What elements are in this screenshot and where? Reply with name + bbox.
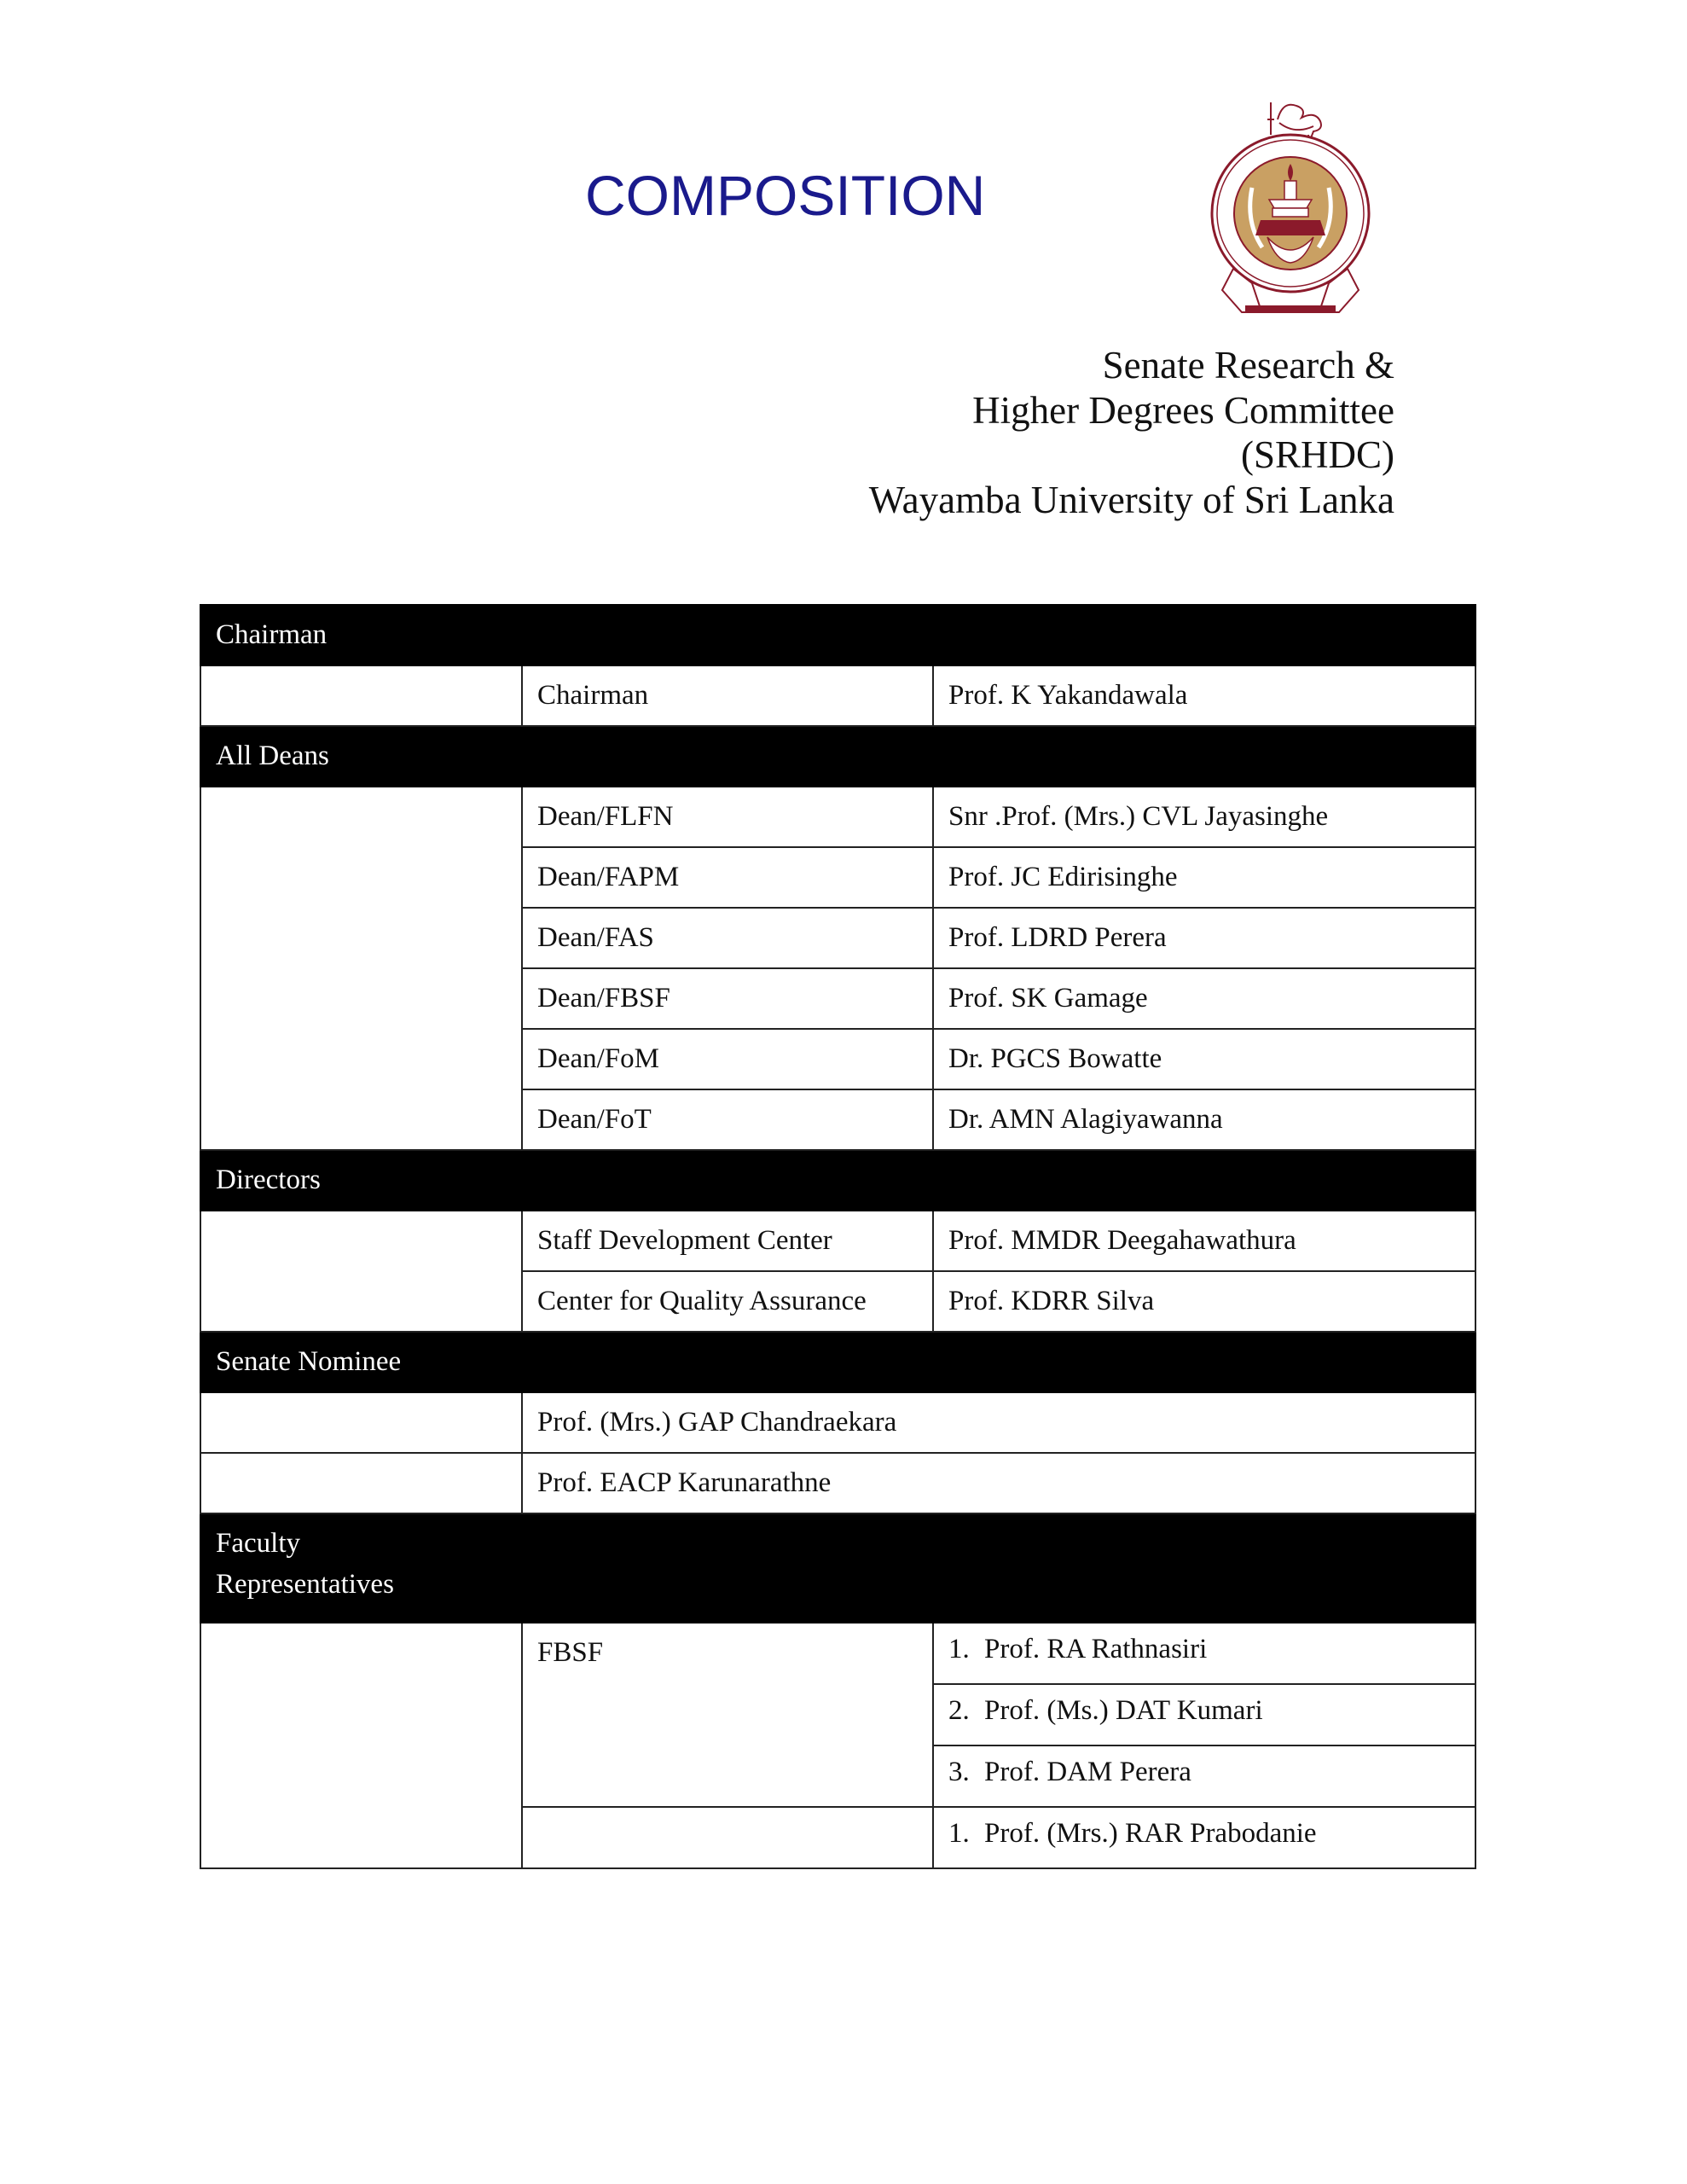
section-header-faculty-representatives xyxy=(200,1513,1475,1623)
university-crest-icon xyxy=(1192,85,1388,320)
role-cell: Center for Quality Assurance xyxy=(522,1271,933,1332)
role-cell: Dean/FAS xyxy=(522,908,933,968)
faculty-cell xyxy=(522,1807,933,1868)
name-cell: Prof. (Mrs.) GAP Chandraekara xyxy=(522,1392,1475,1453)
role-cell: Staff Development Center xyxy=(522,1211,933,1271)
heading-line: Senate Research & xyxy=(1102,344,1394,386)
table-row xyxy=(200,1392,1475,1453)
member-cell xyxy=(933,1684,1475,1745)
heading-line: Higher Degrees Committee xyxy=(972,388,1394,432)
committee-heading xyxy=(869,343,1394,522)
role-cell: Dean/FoM xyxy=(522,1029,933,1089)
heading-line: (SRHDC) xyxy=(1240,433,1394,476)
faculty-cell: FBSF xyxy=(522,1623,933,1807)
section-label: Senate Nominee xyxy=(200,1332,522,1392)
name-cell: Prof. JC Edirisinghe xyxy=(933,847,1475,908)
name-cell: Prof. EACP Karunarathne xyxy=(522,1453,1475,1513)
section-header-deans xyxy=(200,726,1475,787)
page-title: COMPOSITION xyxy=(585,164,986,227)
name-cell: Prof. LDRD Perera xyxy=(933,908,1475,968)
name-cell: Prof. KDRR Silva xyxy=(933,1271,1475,1332)
section-header-directors xyxy=(200,1150,1475,1211)
name-cell: Dr. AMN Alagiyawanna xyxy=(933,1089,1475,1150)
name-cell: Dr. PGCS Bowatte xyxy=(933,1029,1475,1089)
member-name: Prof. (Ms.) DAT Kumari xyxy=(984,1695,1263,1726)
member-cell xyxy=(933,1807,1475,1868)
member-cell xyxy=(933,1745,1475,1807)
table-row xyxy=(200,787,1475,847)
section-label: Chairman xyxy=(200,605,522,665)
member-number: 1. xyxy=(948,1634,970,1664)
role-cell: Dean/FBSF xyxy=(522,968,933,1029)
heading-line: Wayamba University of Sri Lanka xyxy=(868,478,1394,521)
section-label-line: Faculty xyxy=(216,1528,300,1559)
table-row xyxy=(200,1623,1475,1684)
member-number: 2. xyxy=(948,1695,970,1726)
role-cell: Dean/FLFN xyxy=(522,787,933,847)
section-label: All Deans xyxy=(200,726,522,787)
member-name: Prof. RA Rathnasiri xyxy=(984,1634,1208,1664)
table-row xyxy=(200,665,1475,726)
table-row xyxy=(200,1453,1475,1513)
section-label-line: Representatives xyxy=(216,1569,394,1600)
role-cell: Dean/FAPM xyxy=(522,847,933,908)
name-cell: Snr .Prof. (Mrs.) CVL Jayasinghe xyxy=(933,787,1475,847)
section-header-chairman xyxy=(200,605,1475,665)
section-label xyxy=(200,1513,522,1623)
member-name: Prof. DAM Perera xyxy=(984,1757,1191,1787)
section-label: Directors xyxy=(200,1150,522,1211)
member-number: 1. xyxy=(948,1818,970,1849)
member-number: 3. xyxy=(948,1757,970,1787)
role-cell: Chairman xyxy=(522,665,933,726)
name-cell: Prof. SK Gamage xyxy=(933,968,1475,1029)
member-name: Prof. (Mrs.) RAR Prabodanie xyxy=(984,1818,1317,1849)
role-cell: Dean/FoT xyxy=(522,1089,933,1150)
table-row xyxy=(200,1211,1475,1271)
composition-table xyxy=(200,604,1476,1869)
name-cell: Prof. MMDR Deegahawathura xyxy=(933,1211,1475,1271)
section-header-senate-nominee xyxy=(200,1332,1475,1392)
name-cell: Prof. K Yakandawala xyxy=(933,665,1475,726)
member-cell xyxy=(933,1623,1475,1684)
